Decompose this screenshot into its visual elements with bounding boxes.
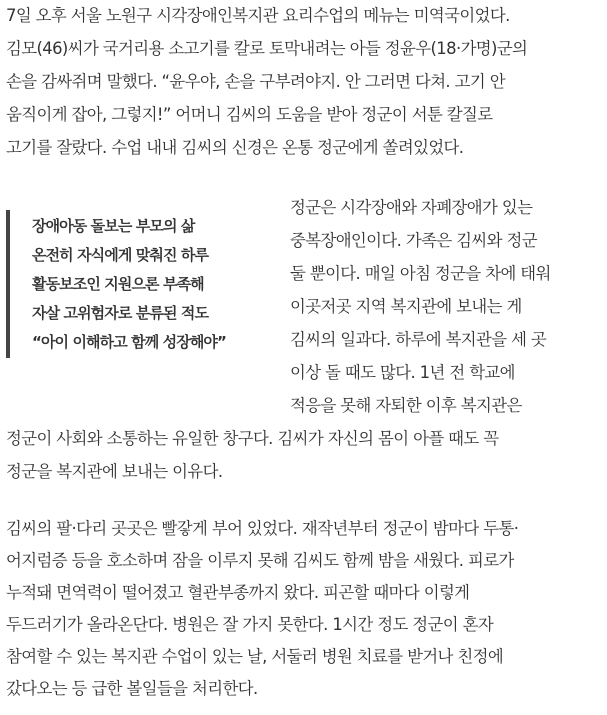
paragraph-line: 정군이 사회와 소통하는 유일한 창구다. 김씨가 자신의 몸이 아플 때도 꼭	[6, 429, 499, 448]
paragraph-line: 정군은 시각장애와 자폐장애가 있는	[290, 198, 533, 217]
pull-quote-line: 장애아동 돌보는 부모의 삶	[32, 217, 195, 235]
pull-quote-line: 활동보조인 지원으론 부족해	[32, 275, 204, 293]
paragraph-line: 이곳저곳 지역 복지관에 보내는 게	[290, 297, 522, 316]
paragraph-line: 참여할 수 있는 복지관 수업이 있는 날, 서둘러 병원 치료를 받거나 친정에	[6, 647, 504, 666]
paragraph-line: 중복장애인이다. 가족은 김씨와 정군	[290, 231, 537, 250]
paragraph-line: 둘 뿐이다. 매일 아침 정군을 차에 태워	[290, 264, 551, 283]
paragraph-line: 어지럼증 등을 호소하며 잠을 이루지 못해 김씨도 함께 밤을 새웠다. 피로가	[6, 551, 514, 570]
paragraph-line: 김씨의 일과다. 하루에 복지관을 세 곳	[290, 330, 547, 349]
pull-quote-box	[6, 210, 272, 358]
paragraph-line: 움직이게 잡아, 그렇지!” 어머니 김씨의 도움을 받아 정군이 서툰 칼질로	[6, 105, 493, 124]
paragraph-line: 누적돼 면역력이 떨어졌고 혈관부종까지 왔다. 피곤할 때마다 이렇게	[6, 583, 470, 602]
paragraph-line: 이상 돌 때도 많다. 1년 전 학교에	[290, 363, 515, 382]
paragraph-line: 고기를 잘랐다. 수업 내내 김씨의 신경은 온통 정군에게 쏠려있었다.	[6, 138, 464, 157]
paragraph-line: 갔다오는 등 급한 볼일들을 처리한다.	[6, 679, 258, 698]
paragraph-line: 정군을 복지관에 보내는 이유다.	[6, 462, 223, 481]
pull-quote-line: 온전히 자식에게 맞춰진 하루	[32, 246, 209, 264]
paragraph-line: 김모(46)씨가 국거리용 소고기를 칼로 토막내려는 아들 정윤우(18·가명)군의	[6, 39, 528, 58]
pull-quote-line: “아이 이해하고 함께 성장해야”	[32, 333, 226, 351]
paragraph-line: 김씨의 팔·다리 곳곳은 빨갛게 부어 있었다. 재작년부터 정군이 밤마다 두통·	[6, 519, 519, 538]
paragraph-line: 7일 오후 서울 노원구 시각장애인복지관 요리수업의 메뉴는 미역국이었다.	[6, 6, 510, 25]
paragraph-line: 두드러기가 올라온단다. 병원은 잘 가지 못한다. 1시간 정도 정군이 혼자	[6, 615, 494, 634]
pull-quote-line: 자살 고위험자로 분류된 적도	[32, 304, 209, 322]
paragraph-line: 적응을 못해 자퇴한 이후 복지관은	[290, 396, 522, 415]
paragraph-line: 손을 감싸쥐며 말했다. “윤우야, 손을 구부려야지. 안 그러면 다쳐. 고기 안	[6, 72, 505, 91]
